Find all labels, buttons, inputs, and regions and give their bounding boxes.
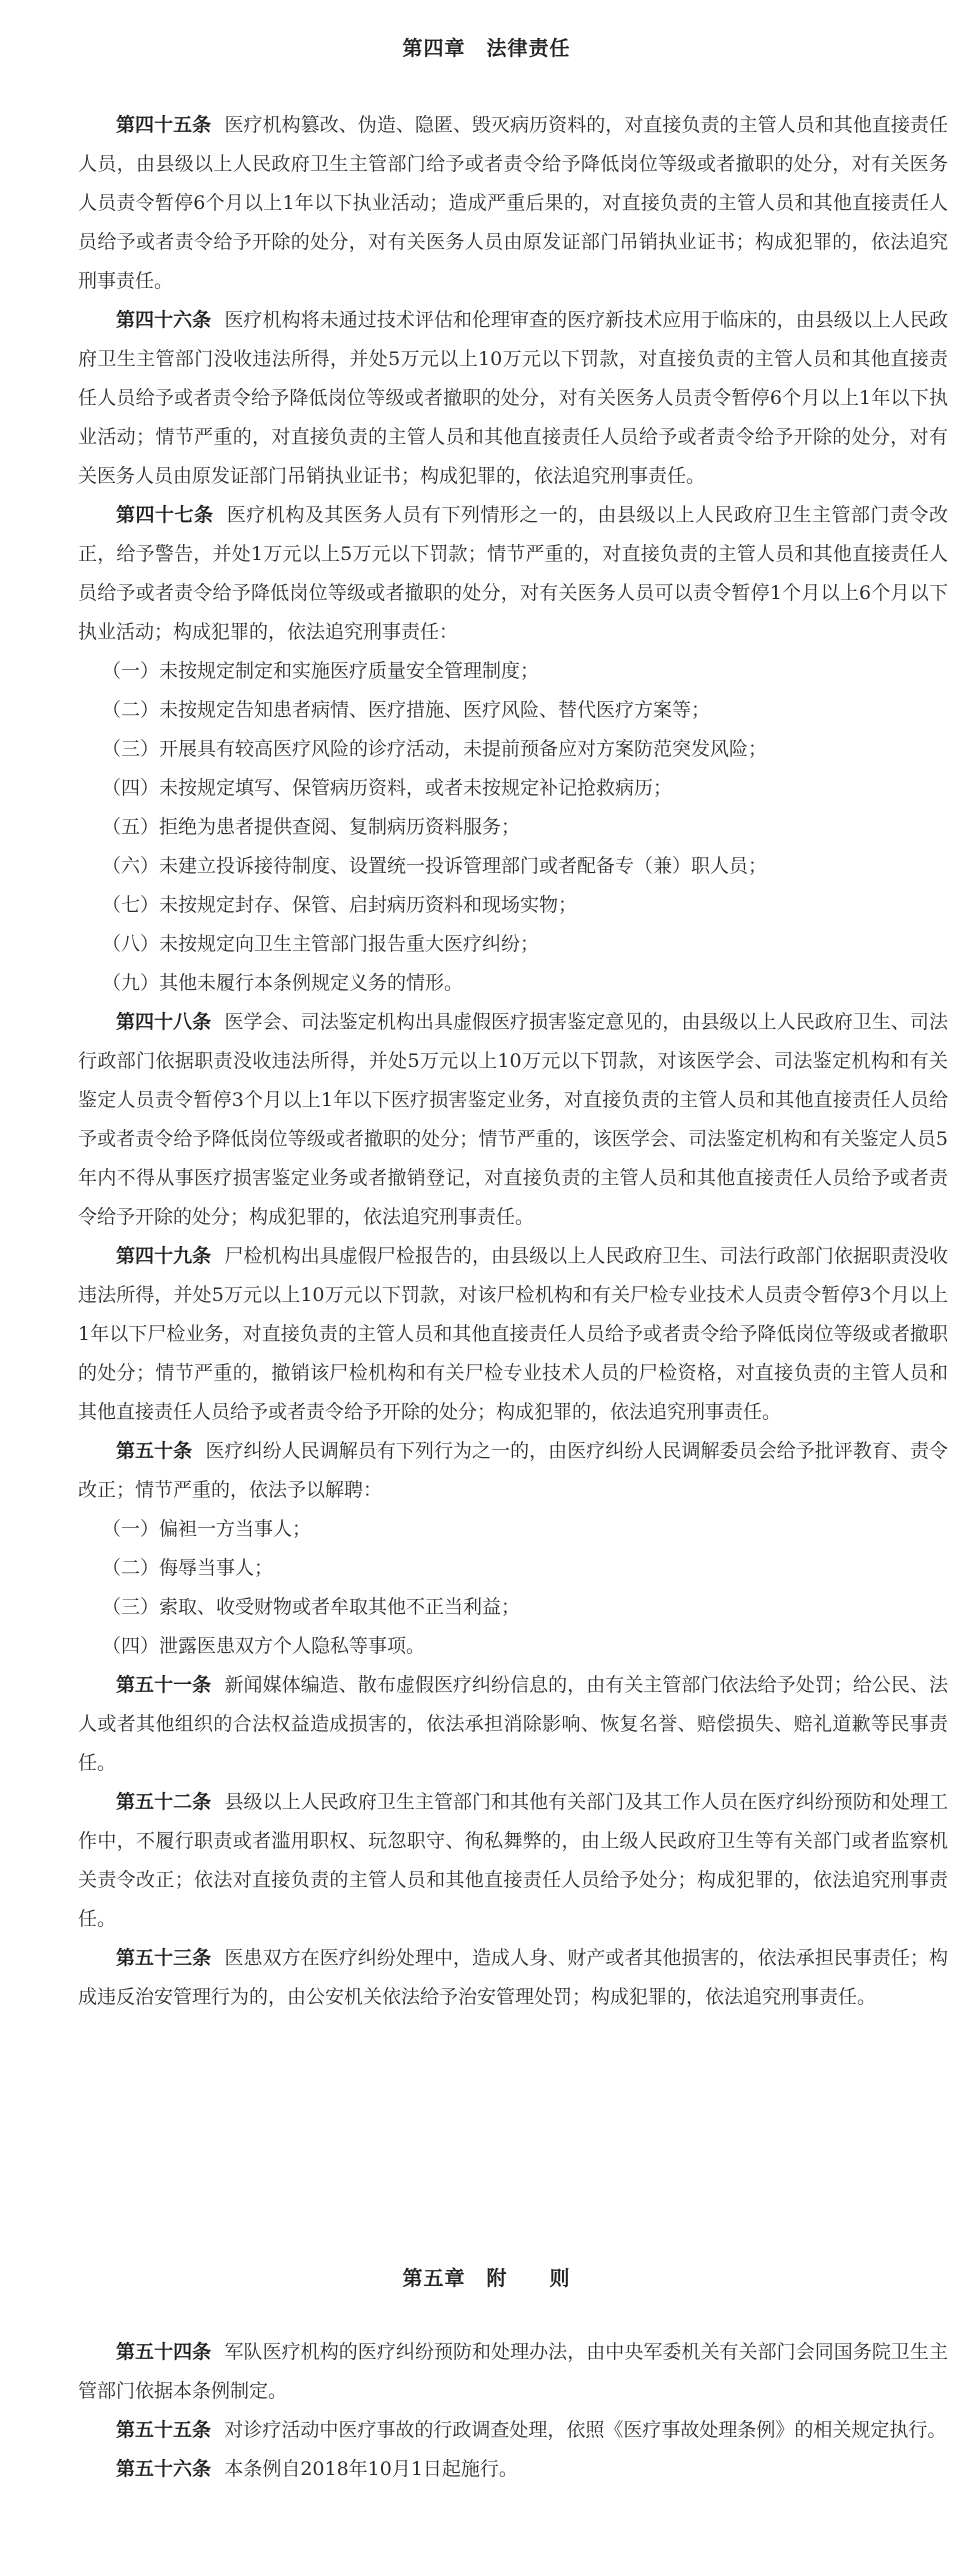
article-48 [0,1003,948,1237]
chapter-4-body [78,106,948,2017]
article-50 [0,1432,948,1510]
article-number: 第四十八条 [116,1011,212,1033]
list-item: （四）泄露医患双方个人隐私等事项。 [102,1635,426,1657]
article-56 [0,2450,948,2489]
article-number: 第五十四条 [116,2341,212,2363]
article-text: 本条例自2018年10月1日起施行。 [224,2458,518,2480]
list-item: （五）拒绝为患者提供查阅、复制病历资料服务； [102,816,521,838]
article-49 [0,1237,948,1432]
list-item: （七）未按规定封存、保管、启封病历资料和现场实物； [102,894,578,916]
article-text: 医疗机构篡改、伪造、隐匿、毁灭病历资料的，对直接负责的主管人员和其他直接责任人员，由县级以上人民政府卫生主管部门给予或者责令给予降低岗位等级或者撤职的处分，对有关医务人员责令暂停6个月以上1年以下执业活动；造成严重后果的，对直接负责的主管人员和其他直接责任人员给予或者责令给予开除的处分，对有关医务人员由原发证部门吊销执业证书；构成犯罪的，依法追究刑事责任。 [78,114,948,292]
article-text: 新闻媒体编造、散布虚假医疗纠纷信息的，由有关主管部门依法给予处罚；给公民、法人或者其他组织的合法权益造成损害的，依法承担消除影响、恢复名誉、赔偿损失、赔礼道歉等民事责任。 [78,1674,948,1774]
article-52 [0,1783,948,1939]
article-text: 医疗机构将未通过技术评估和伦理审查的医疗新技术应用于临床的，由县级以上人民政府卫生主管部门没收违法所得，并处5万元以上10万元以下罚款，对直接负责的主管人员和其他直接责任人员给予或者责令给予降低岗位等级或者撤职的处分，对有关医务人员责令暂停6个月以上1年以下执业活动；情节严重的，对直接负责的主管人员和其他直接责任人员给予或者责令给予开除的处分，对有关医务人员由原发证部门吊销执业证书；构成犯罪的，依法追究刑事责任。 [78,309,948,487]
article-47 [0,496,948,652]
chapter-4-title: 第四章 法律责任 [402,36,571,60]
list-item: （四）未按规定填写、保管病历资料，或者未按规定补记抢救病历； [102,777,673,799]
article-number: 第四十七条 [116,504,214,526]
article-number: 第五十一条 [116,1674,212,1696]
article-text: 医学会、司法鉴定机构出具虚假医疗损害鉴定意见的，由县级以上人民政府卫生、司法行政部门依据职责没收违法所得，并处5万元以上10万元以下罚款，对该医学会、司法鉴定机构和有关鉴定人员责令暂停3个月以上1年以下医疗损害鉴定业务，对直接负责的主管人员和其他直接责任人员给予或者责令给予降低岗位等级或者撤职的处分；情节严重的，该医学会、司法鉴定机构和有关鉴定人员5年内不得从事医疗损害鉴定业务或者撤销登记，对直接负责的主管人员和其他直接责任人员给予或者责令给予开除的处分；构成犯罪的，依法追究刑事责任。 [78,1011,948,1228]
article-text: 医疗纠纷人民调解员有下列行为之一的，由医疗纠纷人民调解委员会给予批评教育、责令改正；情节严重的，依法予以解聘： [78,1440,948,1501]
list-item: （一）未按规定制定和实施医疗质量安全管理制度； [102,660,540,682]
list-item: （六）未建立投诉接待制度、设置统一投诉管理部门或者配备专（兼）职人员； [102,855,768,877]
list-item: （三）开展具有较高医疗风险的诊疗活动，未提前预备应对方案防范突发风险； [102,738,768,760]
list-item: （二）侮辱当事人； [102,1557,274,1579]
chapter-5-title: 第五章 附 则 [402,2266,571,2290]
article-text: 军队医疗机构的医疗纠纷预防和处理办法，由中央军委机关有关部门会同国务院卫生主管部门依据本条例制定。 [78,2341,948,2402]
article-53 [0,1939,948,2017]
article-number: 第五十二条 [116,1791,212,1813]
article-54 [0,2333,948,2411]
article-51 [0,1666,948,1783]
list-item: （三）索取、收受财物或者牟取其他不正当利益； [102,1596,521,1618]
article-number: 第五十五条 [116,2419,212,2441]
list-item: （一）偏袒一方当事人； [102,1518,312,1540]
article-number: 第四十六条 [116,309,212,331]
article-55 [0,2411,948,2450]
article-text: 医患双方在医疗纠纷处理中，造成人身、财产或者其他损害的，依法承担民事责任；构成违反治安管理行为的，由公安机关依法给予治安管理处罚；构成犯罪的，依法追究刑事责任。 [78,1947,948,2008]
article-text: 尸检机构出具虚假尸检报告的，由县级以上人民政府卫生、司法行政部门依据职责没收违法所得，并处5万元以上10万元以下罚款，对该尸检机构和有关尸检专业技术人员责令暂停3个月以上1年以下尸检业务，对直接负责的主管人员和其他直接责任人员给予或者责令给予降低岗位等级或者撤职的处分；情节严重的，撤销该尸检机构和有关尸检专业技术人员的尸检资格，对直接负责的主管人员和其他直接责任人员给予或者责令给予开除的处分；构成犯罪的，依法追究刑事责任。 [78,1245,948,1423]
chapter-5-body [78,2333,948,2489]
list-item: （二）未按规定告知患者病情、医疗措施、医疗风险、替代医疗方案等； [102,699,711,721]
article-46 [0,301,948,496]
article-text: 县级以上人民政府卫生主管部门和其他有关部门及其工作人员在医疗纠纷预防和处理工作中，不履行职责或者滥用职权、玩忽职守、徇私舞弊的，由上级人民政府卫生等有关部门或者监察机关责令改正；依法对直接负责的主管人员和其他直接责任人员给予处分；构成犯罪的，依法追究刑事责任。 [78,1791,948,1930]
article-text: 医疗机构及其医务人员有下列情形之一的，由县级以上人民政府卫生主管部门责令改正，给予警告，并处1万元以上5万元以下罚款；情节严重的，对直接负责的主管人员和其他直接责任人员给予或者责令给予降低岗位等级或者撤职的处分，对有关医务人员可以责令暂停1个月以上6个月以下执业活动；构成犯罪的，依法追究刑事责任： [78,504,948,643]
article-45 [0,106,948,301]
article-number: 第四十九条 [116,1245,212,1267]
article-number: 第五十条 [116,1440,193,1462]
article-text: 对诊疗活动中医疗事故的行政调查处理，依照《医疗事故处理条例》的相关规定执行。 [224,2419,947,2441]
list-item: （九）其他未履行本条例规定义务的情形。 [102,972,464,994]
article-number: 第五十六条 [116,2458,212,2480]
article-number: 第四十五条 [116,114,212,136]
article-number: 第五十三条 [116,1947,212,1969]
list-item: （八）未按规定向卫生主管部门报告重大医疗纠纷； [102,933,540,955]
